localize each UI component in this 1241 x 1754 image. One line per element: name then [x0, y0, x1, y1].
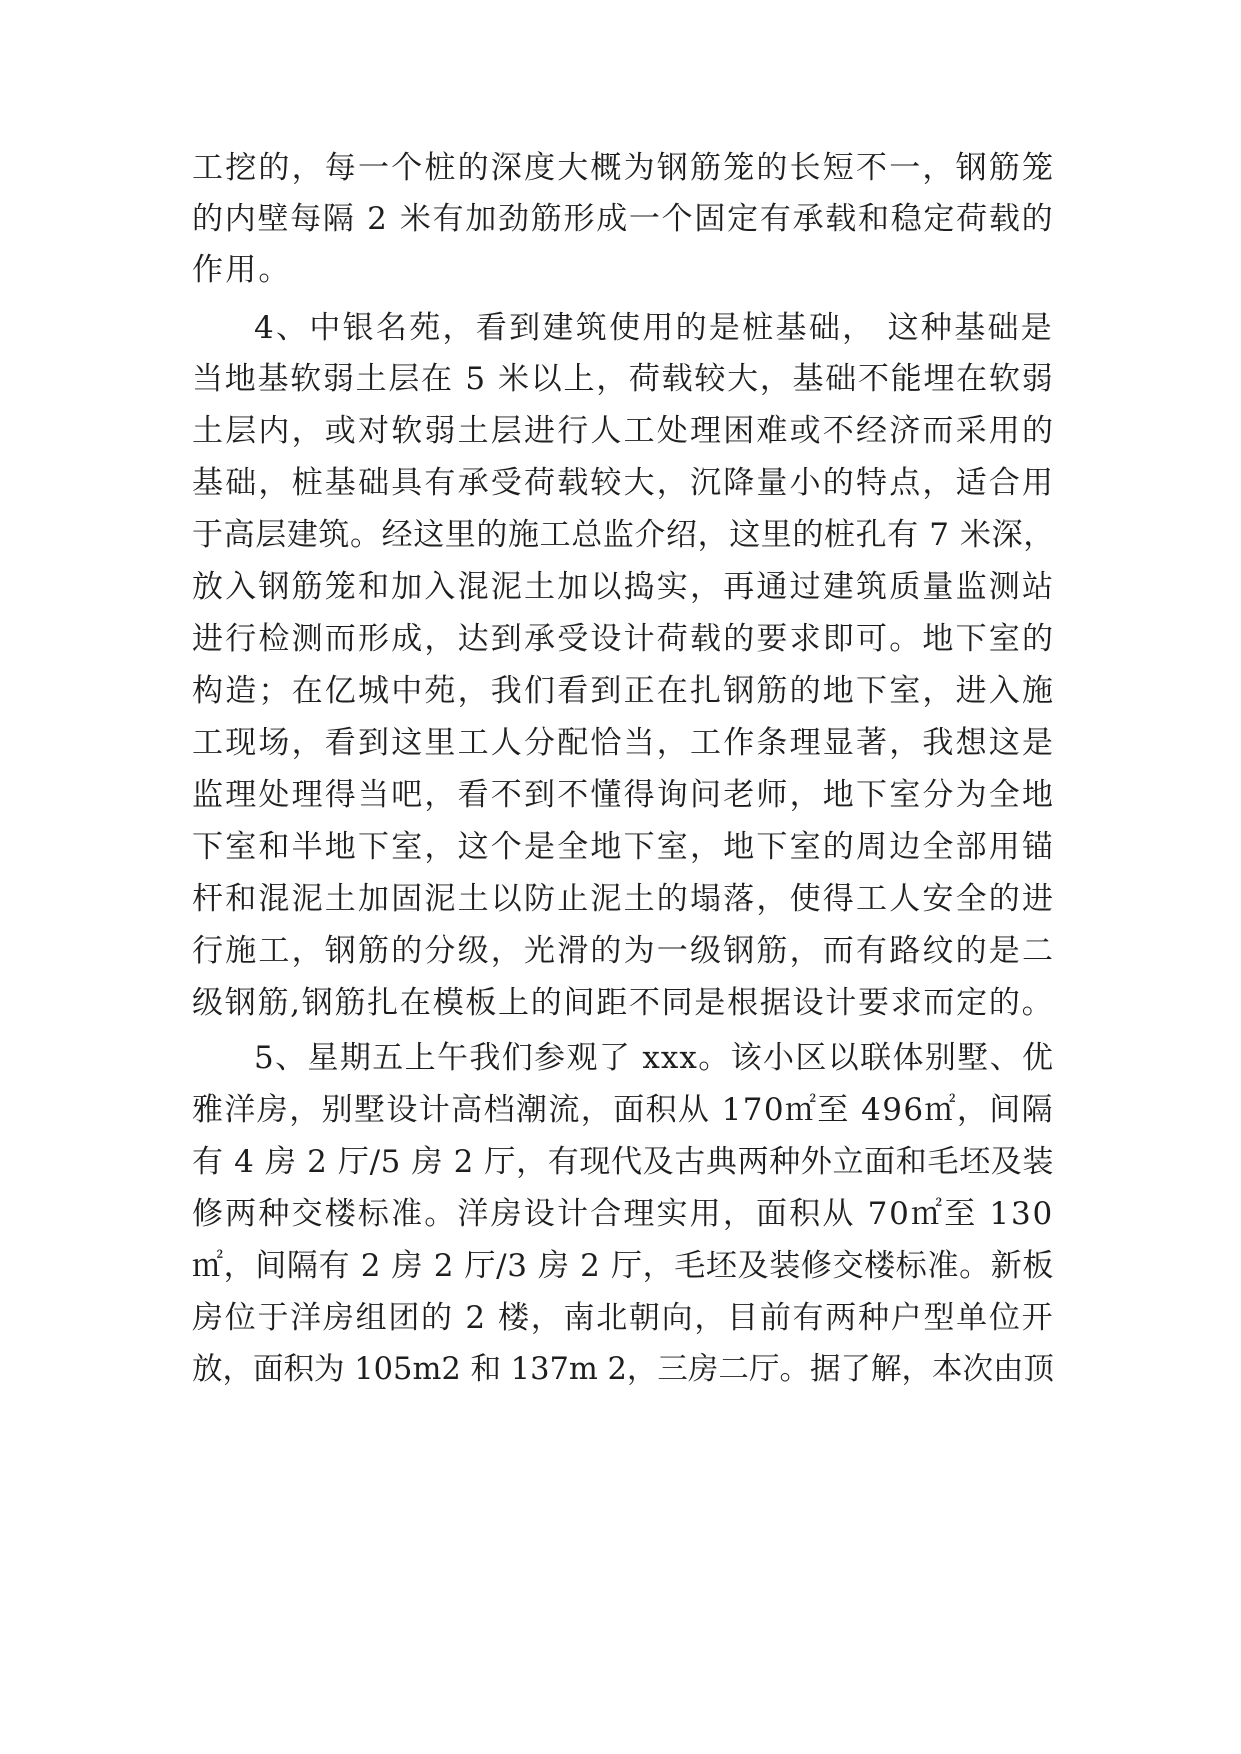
text-line: 行施工，钢筋的分级，光滑的为一级钢筋，而有路纹的是二	[192, 933, 1056, 969]
text-line: 下室和半地下室，这个是全地下室，地下室的周边全部用锚	[192, 829, 1056, 865]
text-line: 监理处理得当吧，看不到不懂得询问老师，地下室分为全地	[192, 777, 1056, 813]
text-line: 土层内，或对软弱土层进行人工处理困难或不经济而采用的	[192, 413, 1056, 449]
text-line: 放，面积为 105m2 和 137m 2，三房二厅。据了解，本次由顶	[192, 1352, 1054, 1387]
text-line: 工挖的，每一个桩的深度大概为钢筋笼的长短不一，钢筋笼	[192, 150, 1056, 186]
text-line: 工现场，看到这里工人分配恰当，工作条理显著，我想这是	[192, 725, 1056, 761]
text-line: 修两种交楼标准。洋房设计合理实用，面积从 70㎡至 130	[192, 1196, 1054, 1232]
text-line: 杆和混泥土加固泥土以防止泥土的塌落，使得工人安全的进	[192, 881, 1056, 917]
paragraph-4-start: 4、中银名苑，看到建筑使用的是桩基础， 这种基础是	[254, 310, 1054, 346]
text-line: 作用。	[192, 252, 292, 288]
paragraph-5-start: 5、星期五上午我们参观了 xxx。该小区以联体别墅、优	[254, 1040, 1054, 1076]
text-line: 当地基软弱土层在 5 米以上，荷载较大，基础不能埋在软弱	[192, 361, 1054, 397]
text-line: 于高层建筑。经这里的施工总监介绍，这里的桩孔有 7 米深，	[192, 517, 1055, 553]
text-line: 雅洋房，别墅设计高档潮流，面积从 170㎡至 496㎡，间隔	[192, 1092, 1055, 1128]
text-line: 进行检测而形成，达到承受设计荷载的要求即可。地下室的	[192, 621, 1056, 657]
text-line: 基础，桩基础具有承受荷载较大，沉降量小的特点，适合用	[192, 465, 1056, 501]
text-line: 级钢筋,钢筋扎在模板上的间距不同是根据设计要求而定的。	[192, 985, 1054, 1021]
text-line: 的内壁每隔 2 米有加劲筋形成一个固定有承载和稳定荷载的	[192, 201, 1054, 237]
text-line: 有 4 房 2 厅/5 房 2 厅，有现代及古典两种外立面和毛坯及装	[192, 1144, 1054, 1180]
text-line: 房位于洋房组团的 2 楼，南北朝向，目前有两种户型单位开	[192, 1300, 1054, 1336]
text-line: ㎡，间隔有 2 房 2 厅/3 房 2 厅，毛坯及装修交楼标准。新板	[192, 1248, 1054, 1284]
text-line: 构造；在亿城中苑，我们看到正在扎钢筋的地下室，进入施	[192, 673, 1056, 709]
text-line: 放入钢筋笼和加入混泥土加以捣实，再通过建筑质量监测站	[192, 569, 1056, 605]
